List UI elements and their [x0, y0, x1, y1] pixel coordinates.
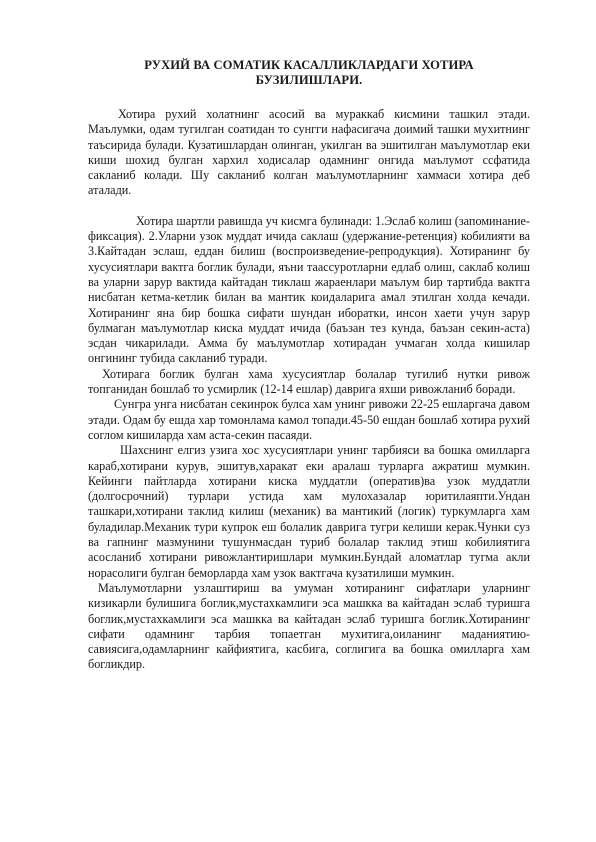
paragraph-2: Хотира шартли равишда уч кисмга булинади: 1.Эслаб колиш (запоминание-фиксация). 2.Уларни узок муддат ичида саклаш (удержание-ретенция) кобилияти ва 3.Кайтадан эслаш, еддан билиш (воспроизведение-репродукция). Хотиранинг бу хусусиятлари вактга боглик булади, яъни таассуротларни едлаб олиш, саклаб колиш ва уларни зарур вактида кайтадан тиклаш жараенлари маълум бир тартибда вактга нисбатан кетма-кетлик билан ва мантик коидаларига амал этилган холда кечади. Хотиранинг яна бир бошка сифати шундан иборатки, инсон хаети учун зарур булмаган маълумотлар киска муддат ичида (баъзан тез кунда, баъзан секин-аста) эсдан чикарилади. Амма бу маълумотлар хотирадан учмаган холда кишилар онгининг тубида сакланиб туради. [88, 213, 530, 366]
paragraph-3: Хотирага боглик булган хама хусусиятлар болалар тугилиб нутки ривож топганидан бошлаб то усмирлик (12-14 ешлар) даврига яхши ривожланиб боради. [88, 366, 530, 397]
document-page [88, 58, 530, 673]
paragraph-5: Шахснинг елгиз узига хос хусусиятлари унинг тарбияси ва бошка омилларга караб,хотирани курув, эшитув,харакат еки аралаш турларга ажратиш мумкин. Кейинги пайтларда хотирани киска муддатли (оператив)ва узок муддатли (долгосрочний) турлари устида хам мулохазалар юритилаяпти.Ундан ташкари,хотирани таклид килиш (механик) ва мантикий (логик) туркумларга хам буладилар.Механик тури купрок еш болалик даврига тугри келиши керак.Чунки суз ва гапнинг мазмунини тушунмасдан туриб болалар таклид этиш кобилиятига асосланиб хотирани ривожлантиришлари мумкин.Бундай аломатлар тугма акли норасолиги булган беморларда хам узок вактгача кузатилиши мумкин. [88, 443, 530, 580]
title-line-2: БУЗИЛИШЛАРИ. [255, 73, 363, 87]
document-title [88, 58, 530, 88]
paragraph-1: Хотира рухий холатнинг асосий ва мураккаб кисмини ташкил этади. Маълумки, одам тугилган соатидан то сунгги нафасигача доимий ташки мухитнинг таъсирида булади. Кузатишлардан олинган, укилган ва эшитилган маълумотлар еки киши шохид булган хархил ходисалар одамнинг онгида маълумот ссфатида сакланиб колади. Шу сакланиб колган маълумотларнинг хаммаси хотира деб аталади. [88, 107, 530, 198]
paragraph-6: Маълумотларни узлаштириш ва умуман хотиранинг сифатлари уларнинг кизикарли булишига боглик,мустахкамлиги эса машкка ва кайтадан эслаб туришга боглик,мустахкамлиги эса машкка ва кайтадан эслаб туришга боглик.Хотиранинг сифати одамнинг тарбия топаетган мухитига,оиланинг маданиятию-савиясига,одамларнинг кайфиятига, касбига, соглигига ва бошка омилларга хам богликдир. [88, 580, 530, 672]
paragraph-4: Сунгра унга нисбатан секинрок булса хам унинг ривожи 22-25 ешларгача давом этади. Одам бу ешда хар томонлама камол топади.45-50 ешдан бошлаб хотира рухий соглом кишиларда хам аста-секин пасаяди. [88, 397, 530, 442]
title-line-1: РУХИЙ ВА СОМАТИК КАСАЛЛИКЛАРДАГИ ХОТИРА [144, 58, 474, 72]
